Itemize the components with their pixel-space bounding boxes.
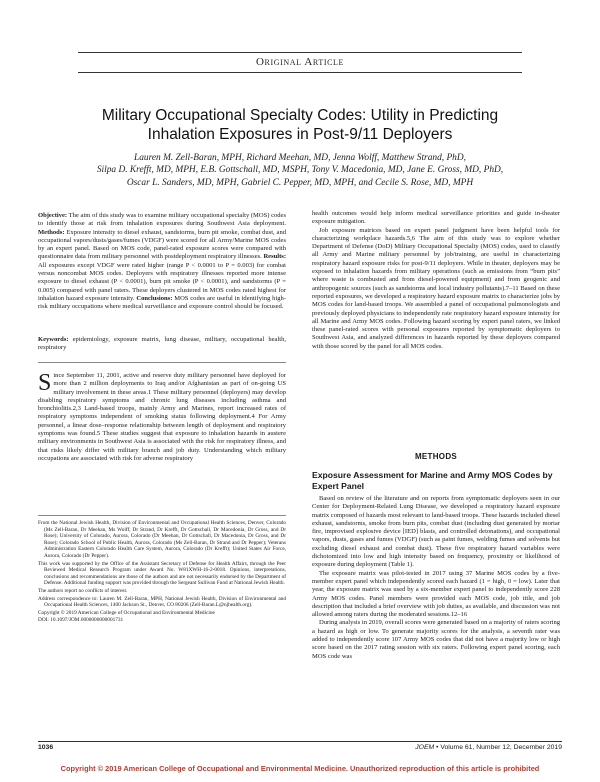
methods-paragraph-2: The exposure matrix was pilot-tested in 2017 using 37 Marine MOS codes by a five-member expert panel which independently scored each hazard (1 = high, 0 = low). Later that year, the exposure matrix was used by a six-member expert panel to independently score 228 Army MOS codes. Panel members were provided each MOS code, job title, and job description that included a brief overview with job duties, as available, and discussion was not allowed among raters during the moderated sessions.12–16 (312, 569, 560, 619)
intro-continued: health outcomes would help inform medical surveillance priorities and guide in-theater exposure mitigation. (312, 210, 560, 226)
right-column-intro (312, 210, 560, 351)
keywords-text: epidemiology, exposure matrix, lung disease, military, occupational health, respiratory (38, 336, 286, 352)
keywords (38, 336, 286, 353)
abstract-results: All exposures except VDGF were rated higher (range P < 0.0001 to P = 0.003) for combat versus noncombat MOS codes. Deployers with respiratory illnesses reported more intense exposure to diesel exhaust (P < 0.0001), burn pit smoke (P < 0.0001), and sandstorms (P = 0.005) compared with panel raters. These deployers clustered in MOS codes rated highest for inhalation hazard exposure intensity. (38, 261, 286, 302)
footnote-doi: DOI: 10.1097/JOM.0000000000001731 (38, 617, 124, 624)
abstract-methods-label: Methods: (38, 228, 65, 236)
methods-paragraph-1: Based on review of the literature and on reports from symptomatic deployers seen in our Center for Deployment-Related Lung Disease, we developed a respiratory hazard exposure matrix composed of hazards most relevant to land-based troops. These hazards included diesel exhaust, sandstorms, smoke from burn pits, combat dust (including dust generated by mortar fire, improvised explosive device [IED] blasts, and controlled detonations), and occupational vapors, dusts, gases and fumes (VDGF) (such as paint fumes, welding fumes and solvents but excluding diesel exhaust and combat dust). These five respiratory hazard variables were dichotomized into low and high intensity based on frequency, proximity or likelihood of exposure during deployment (Table 1). (312, 495, 560, 569)
article-title (40, 106, 560, 144)
journal-issue: • Volume 61, Number 12, December 2019 (434, 744, 562, 751)
intro-text: ince September 11, 2001, active and reserve duty military personnel have deployed for more than 2 million deployments to Iraq and/or Afghanistan as part of on-going US military involvement in these areas.1 These military personnel (deployers) may develop disabling respiratory symptoms and chronic lung diseases including asthma and bronchiolitis.2,3 Land-based troops, mainly Army and Marines, report increased rates of respiratory symptoms independent of smoking status following deployment.4 For Army personnel, a linear dose–response relationship between length of deployment and respiratory symptoms was found.5 These studies suggest that exposure to inhalation hazards in austere military environments in Southwest Asia is associated with the risk for respiratory illness, and that risks likely differ with military branch and job duty. Understanding which military occupations are associated with risk for adverse respiratory (38, 372, 286, 462)
header-rule-top (78, 52, 522, 53)
footnotes (38, 520, 286, 625)
author-list (50, 152, 550, 189)
abstract-conclusions: MOS codes are useful in identifying high-risk military occupations where medical surveillance and exposure control should be focused. (38, 294, 286, 311)
methods-subheading: Exposure Assessment for Marine and Army MOS Codes by Expert Panel (312, 470, 553, 491)
abstract-conclusions-label: Conclusions: (136, 294, 173, 302)
journal-name: JOEM (415, 744, 435, 751)
title-line-2: Inhalation Exposures in Post-9/11 Deployers (147, 126, 453, 143)
abstract (38, 212, 286, 334)
journal-citation (415, 744, 562, 751)
keywords-label: Keywords: (38, 336, 69, 343)
copyright-notice: Copyright © 2019 American College of Occupational and Environmental Medicine. Unauthorized reproduction of this article is prohibited (60, 764, 540, 773)
authors-line-3: Oscar L. Sanders, MD, MPH, Gabriel C. Pepper, MD, MPH, and Cecile S. Rose, MD, MPH (126, 177, 474, 188)
abstract-objective-label: Objective: (38, 212, 68, 219)
title-line-1: Military Occupational Specialty Codes: Utility in Predicting (101, 107, 499, 124)
abstract-objective: The aim of this study was to examine military occupational specialty (MOS) codes to identify those at risk from inhalation exposures during Southwest Asia deployment. (38, 212, 286, 228)
footnote-conflicts: The authors report no conflicts of interest. (38, 587, 128, 594)
footnote-funding: This work was supported by the Office of the Assistant Secretary of Defense for Health Affairs, through the Peer Reviewed Medical Research Program under Award No. W81XWH-16-2-0018. Opinions, interpretations, conclusions and recommendations are those of the authors and are not necessarily endorsed by the Department of Defense. Additional funding support was provided through the Sergeant Sullivan Fund at National Jewish Health. (38, 560, 286, 587)
footnote-copyright: Copyright © 2019 American College of Occupational and Environmental Medicine (38, 609, 215, 616)
abstract-results-label: Results: (263, 253, 287, 261)
intro-paragraph-2: Job exposure matrices based on expert panel judgment have been helpful tools for characterizing workplace hazards.5,6 The aim of this study was to explore whether Department of Defense (DoD) Military Occupational Specialty (MOS) codes, used to classify all Army and Marine military personnel by job/training, are useful in characterizing respiratory hazard exposure risks for post-9/11 deployers. While in theater, deployers may be exposed to inhalation hazards from military operations (such as emissions from “burn pits” where waste is combusted and from diesel-powered equipment) and from geogenic and anthropogenic sources (such as sandstorms and local industry pollutants).7–11 Based on these reported exposures, we developed a respiratory hazard exposure matrix to characterize jobs by MOS codes for land-based troops. We assembled a panel of occupational pulmonologists and previously deployed physicians to independently rate respiratory hazard exposure intensity for all Marine and Army MOS codes. Following hazard scoring by expert panel raters, we linked these panel-rated scores with personal exposures reported by symptomatic deployers to Southwest Asia, and analyzed differences in hazards reported by these deployers compared with those scored by the panel for all MOS codes. (312, 226, 560, 350)
methods-heading: METHODS (414, 452, 458, 461)
footnote-affiliations: From the National Jewish Health, Division of Environmental and Occupational Health Sciences, Denver, Colorado (Ms Zell-Baran, Dr Meehan, Ms Wolff, Dr Strand, Dr Krefft, Dr Gottschall, Dr Macedonia, Dr Gross, and Dr Rose); University of Colorado, Aurora, Colorado (Dr Meehan, Dr Gottschall, Dr Macedonia, Dr Gross, and Dr Rose); Colorado School of Public Health, Aurora, Colorado (Ms Zell-Baran, Dr Strand and Dr Pepper); Veterans Administration Eastern Colorado Health Care System, Aurora, Colorado (Dr Krefft); United States Air Force, Aurora, Colorado (Dr Pepper). (38, 520, 286, 559)
abstract-separator (38, 362, 286, 363)
drop-cap: S (38, 370, 52, 396)
authors-line-2: Silpa D. Krefft, MD, MPH, E.B. Gottschall, MD, MSPH, Tony V. Macedonia, MD, Jane E. Gross, MD, PhD, (96, 165, 504, 176)
introduction (38, 372, 286, 463)
footer-rule (38, 741, 562, 742)
methods-body (312, 495, 560, 661)
page-number: 1036 (38, 744, 54, 751)
methods-paragraph-3: During analysis in 2019, overall scores were generated based on a majority of raters scoring a hazard as high or low. To generate majority scores for the analysis, a seventh rater was added to independently score 107 Army MOS codes that did not have a majority low or high score based on the 2017 rating session with six raters. Following expert panel scoring, each MOS code was (312, 619, 560, 660)
article-type-label: Original Article (255, 56, 345, 68)
header-rule-bottom (78, 72, 522, 73)
footnote-address: Address correspondence to: Lauren M. Zell-Baran, MPH, National Jewish Health, Division of Environmental and Occupational Health Sciences, 1400 Jackson St., Denver, CO 80206 (Zell-Baran.L@njhealth.org). (38, 595, 286, 609)
abstract-methods: Exposure intensity to diesel exhaust, sandstorms, burn pit smoke, combat dust, and occupational vapors/dusts/gases/fumes (VDGF) were scored for all Army/Marine MOS codes by an expert panel. Based on MOS code, panel-rated exposure scores were compared with questionnaire data from military personnel with postdeployment respiratory illnesses. (38, 228, 286, 261)
footnote-separator (38, 515, 286, 516)
authors-line-1: Lauren M. Zell-Baran, MPH, Richard Meehan, MD, Jenna Wolff, Matthew Strand, PhD, (134, 153, 466, 163)
